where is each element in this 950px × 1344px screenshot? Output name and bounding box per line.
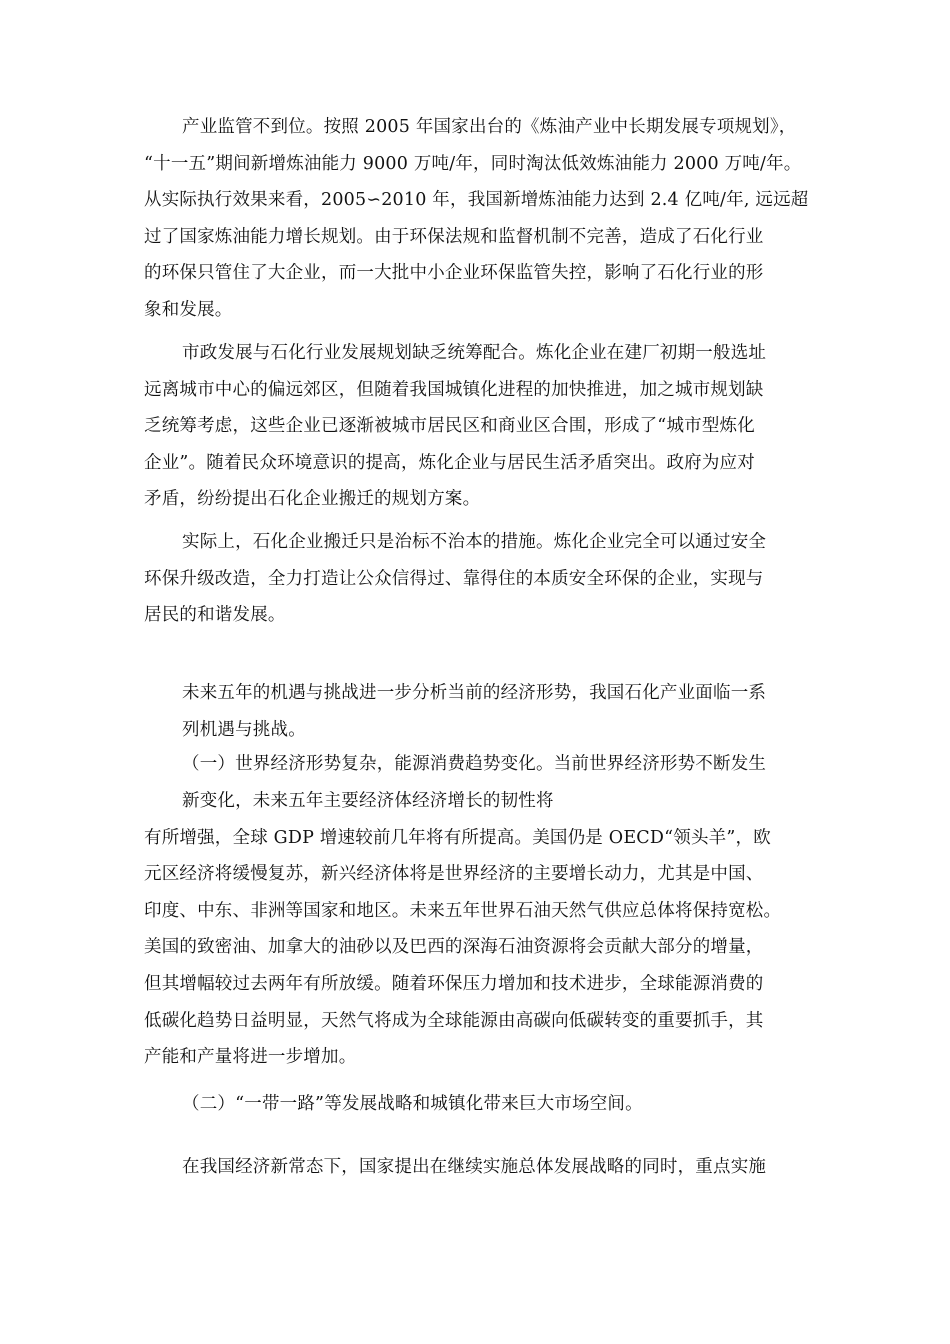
text-line: 元区经济将缓慢复苏，新兴经济体将是世界经济的主要增长动力，尤其是中国、 xyxy=(144,864,764,884)
text-line: 居民的和谐发展。 xyxy=(144,605,286,625)
section-heading-line: 未来五年的机遇与挑战进一步分析当前的经济形势，我国石化产业面临一系 xyxy=(182,683,767,703)
text-line: 企业”。随着民众环境意识的提高，炼化企业与居民生活矛盾突出。政府为应对 xyxy=(144,453,755,473)
subsection-heading-line: （二）“一带一路”等发展战略和城镇化带来巨大市场空间。 xyxy=(182,1094,643,1114)
text-line: 市政发展与石化行业发展规划缺乏统筹配合。炼化企业在建厂初期一般选址 xyxy=(182,343,767,363)
text-line: 乏统筹考虑，这些企业已逐渐被城市居民区和商业区合围，形成了“城市型炼化 xyxy=(144,416,755,436)
subsection-heading-line: 新变化，未来五年主要经济体经济增长的韧性将 xyxy=(182,791,554,811)
text-line: 的环保只管住了大企业，而一大批中小企业环保监管失控，影响了石化行业的形 xyxy=(144,263,764,283)
text-line: 远离城市中心的偏远郊区，但随着我国城镇化进程的加快推进，加之城市规划缺 xyxy=(144,380,764,400)
text-line: 产能和产量将进一步增加。 xyxy=(144,1047,357,1067)
text-line: 印度、中东、非洲等国家和地区。未来五年世界石油天然气供应总体将保持宽松。 xyxy=(144,901,782,921)
text-line: 实际上，石化企业搬迁只是治标不治本的措施。炼化企业完全可以通过安全 xyxy=(182,532,767,552)
text-line: 在我国经济新常态下，国家提出在继续实施总体发展战略的同时，重点实施 xyxy=(182,1157,767,1177)
text-line: 低碳化趋势日益明显，天然气将成为全球能源由高碳向低碳转变的重要抓手，其 xyxy=(144,1011,764,1031)
text-line: 但其增幅较过去两年有所放缓。随着环保压力增加和技术进步，全球能源消费的 xyxy=(144,974,764,994)
text-line: 从实际执行效果来看，2005∽2010 年，我国新增炼油能力达到 2.4 亿吨/年, 远远超 xyxy=(144,190,809,210)
section-heading-line: 列机遇与挑战。 xyxy=(182,720,306,740)
text-line: 过了国家炼油能力增长规划。由于环保法规和监督机制不完善，造成了石化行业 xyxy=(144,227,764,247)
text-line: 象和发展。 xyxy=(144,300,233,320)
text-line: 环保升级改造，全力打造让公众信得过、靠得住的本质安全环保的企业，实现与 xyxy=(144,569,764,589)
text-line: 产业监管不到位。按照 2005 年国家出台的《炼油产业中长期发展专项规划》， xyxy=(182,117,797,137)
text-line: 有所增强，全球 GDP 增速较前几年将有所提高。美国仍是 OECD“领头羊”，欧 xyxy=(144,828,771,848)
text-line: “十一五”期间新增炼油能力 9000 万吨/年，同时淘汰低效炼油能力 2000 万吨/年。 xyxy=(144,154,802,174)
text-line: 美国的致密油、加拿大的油砂以及巴西的深海石油资源将会贡献大部分的增量， xyxy=(144,937,764,957)
subsection-heading-line: （一）世界经济形势复杂，能源消费趋势变化。当前世界经济形势不断发生 xyxy=(182,754,767,774)
text-line: 矛盾，纷纷提出石化企业搬迁的规划方案。 xyxy=(144,489,481,509)
